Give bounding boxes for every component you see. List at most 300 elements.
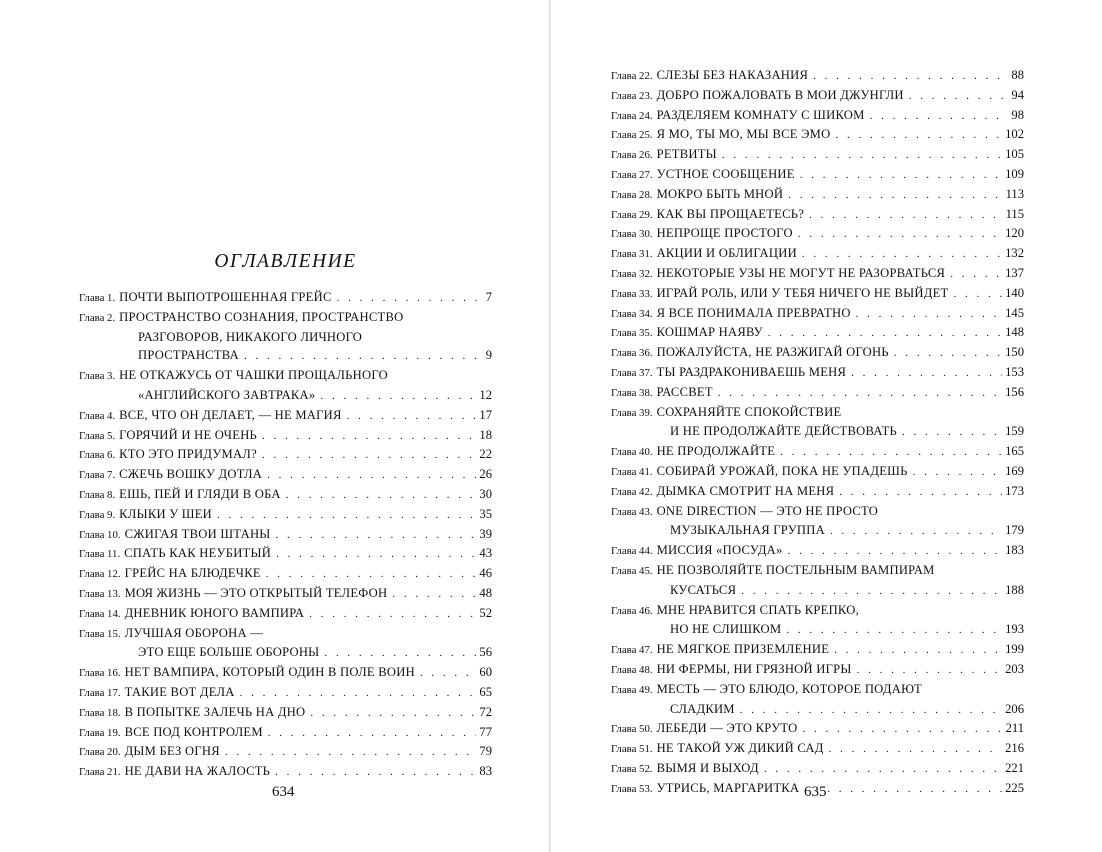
toc-entry: [611, 442, 1024, 462]
chapter-title: НЕ ПОЗВОЛЯЙТЕ ПОСТЕЛЬНЫМ ВАМПИРАМ: [656, 562, 935, 577]
chapter-page-number: 77: [479, 724, 492, 739]
toc-entry: [79, 742, 492, 762]
toc-entry: [611, 680, 1024, 720]
toc-entry-line: [611, 66, 1024, 86]
toc-entry: [79, 426, 492, 446]
chapter-label: Глава 12.: [79, 568, 121, 581]
chapter-label: Глава 45.: [611, 564, 653, 577]
chapter-title: И НЕ ПРОДОЛЖАЙТЕ ДЕЙСТВОВАТЬ: [670, 424, 897, 439]
toc-entry-line: [611, 581, 1024, 601]
chapter-page-number: 156: [1005, 384, 1024, 399]
toc-entry-line: [79, 426, 492, 446]
toc-entry-line: [611, 482, 1024, 502]
chapter-page-number: 60: [479, 665, 492, 680]
toc-entry: [611, 462, 1024, 482]
chapter-page-number: 140: [1005, 285, 1024, 300]
chapter-page-number: 83: [479, 764, 492, 779]
chapter-page-number: 102: [1005, 127, 1024, 142]
dot-leader: [324, 644, 476, 663]
toc-entry: [79, 406, 492, 426]
toc-entry: [611, 482, 1024, 502]
toc-entry-line: [79, 485, 492, 505]
toc-entry: [611, 86, 1024, 106]
dot-leader: [802, 245, 1002, 264]
toc-entry: [611, 264, 1024, 284]
toc-entry: [79, 366, 492, 406]
chapter-label: Глава 44.: [611, 545, 653, 558]
toc-entry-line: [79, 328, 492, 347]
chapter-title: СЖЕЧЬ ВОШКУ ДОТЛА: [119, 467, 263, 482]
toc-entry-line: [79, 505, 492, 525]
chapter-title: ЕШЬ, ПЕЙ И ГЛЯДИ В ОБА: [119, 486, 281, 501]
toc-entry: [79, 683, 492, 703]
chapter-page-number: 115: [1005, 206, 1024, 221]
dot-leader: [788, 186, 1002, 205]
chapter-page-number: 120: [1005, 226, 1024, 241]
chapter-title: КТО ЭТО ПРИДУМАЛ?: [119, 447, 257, 462]
toc-entry-line: [79, 346, 492, 366]
toc-entry-line: [79, 465, 492, 485]
toc-entry-line: [79, 584, 492, 604]
book-gutter: [549, 0, 551, 852]
dot-leader: [276, 545, 476, 564]
toc-entry-line: [79, 723, 492, 743]
chapter-title: НЕ ДАВИ НА ЖАЛОСТЬ: [124, 764, 271, 779]
toc-entry-line: [611, 601, 1024, 621]
chapter-title: СОБИРАЙ УРОЖАЙ, ПОКА НЕ УПАДЕШЬ: [656, 463, 908, 478]
chapter-page-number: 211: [1005, 721, 1024, 736]
chapter-label: Глава 16.: [79, 667, 121, 680]
chapter-label: Глава 36.: [611, 347, 653, 360]
dot-leader: [240, 684, 477, 703]
dot-leader: [909, 87, 1009, 106]
dot-leader: [268, 724, 477, 743]
chapter-label: Глава 2.: [79, 311, 116, 324]
toc-entry: [611, 719, 1024, 739]
toc-entry-line: [79, 366, 492, 386]
toc-entry: [611, 383, 1024, 403]
toc-entry-line: [79, 406, 492, 426]
chapter-title: ONE DIRECTION — ЭТО НЕ ПРОСТО: [656, 503, 879, 518]
toc-entry: [611, 502, 1024, 542]
chapter-title: РАССВЕТ: [656, 384, 713, 399]
chapter-label: Глава 37.: [611, 366, 653, 379]
chapter-page-number: 52: [479, 605, 492, 620]
chapter-page-number: 56: [479, 645, 492, 660]
chapter-label: Глава 46.: [611, 604, 653, 617]
dot-leader: [780, 443, 1002, 462]
toc-entry-line: [611, 86, 1024, 106]
chapter-label: Глава 10.: [79, 528, 121, 541]
dot-leader: [768, 324, 1002, 343]
chapter-page-number: 188: [1005, 582, 1024, 597]
dot-leader: [262, 427, 476, 446]
toc-entry: [79, 663, 492, 683]
dot-leader: [266, 565, 477, 584]
chapter-page-number: 206: [1005, 701, 1024, 716]
chapter-label: Глава 20.: [79, 746, 121, 759]
chapter-label: Глава 22.: [611, 70, 653, 82]
dot-leader: [800, 166, 1002, 185]
toc-entry-line: [611, 363, 1024, 383]
dot-leader: [718, 384, 1002, 403]
toc-entry: [79, 288, 492, 308]
chapter-label: Глава 39.: [611, 406, 653, 419]
chapter-title: ГОРЯЧИЙ И НЕ ОЧЕНЬ: [119, 427, 258, 442]
toc-entry: [611, 145, 1024, 165]
toc-entry: [79, 445, 492, 465]
toc-entry-line: [79, 742, 492, 762]
toc-entry: [611, 165, 1024, 185]
dot-leader: [309, 605, 476, 624]
chapter-page-number: 48: [479, 585, 492, 600]
dot-leader: [839, 483, 1002, 502]
dot-leader: [722, 146, 1002, 165]
chapter-label: Глава 49.: [611, 683, 653, 696]
dot-leader: [267, 466, 476, 485]
dot-leader: [834, 641, 1002, 660]
chapter-page-number: 221: [1005, 760, 1024, 775]
dot-leader: [913, 463, 1003, 482]
chapter-title: ПРОСТРАНСТВА: [138, 348, 239, 363]
chapter-title: УТРИСЬ, МАРГАРИТКА: [656, 780, 800, 795]
toc-entry-line: [79, 544, 492, 564]
chapter-title: РЕТВИТЫ: [656, 147, 717, 162]
chapter-page-number: 79: [479, 744, 492, 759]
dot-leader: [856, 305, 1002, 324]
chapter-label: Глава 38.: [611, 386, 653, 399]
toc-entry: [79, 723, 492, 743]
toc-entry: [611, 739, 1024, 759]
dot-leader: [320, 387, 476, 406]
dot-leader: [262, 446, 476, 465]
toc-entry: [611, 363, 1024, 383]
chapter-title: СОХРАНЯЙТЕ СПОКОЙСТВИЕ: [656, 404, 842, 419]
toc-entry: [79, 584, 492, 604]
chapter-label: Глава 9.: [79, 508, 116, 521]
chapter-page-number: 148: [1005, 325, 1024, 340]
chapter-page-number: 179: [1005, 523, 1024, 538]
chapter-label: Глава 5.: [79, 429, 116, 442]
chapter-label: Глава 29.: [611, 208, 653, 221]
chapter-label: Глава 30.: [611, 228, 653, 241]
toc-entry: [79, 505, 492, 525]
toc-entry-line: [79, 525, 492, 545]
toc-entry-line: [611, 125, 1024, 145]
chapter-label: Глава 42.: [611, 485, 653, 498]
dot-leader: [902, 423, 1002, 442]
chapter-page-number: 17: [479, 407, 492, 422]
toc-entry-line: [611, 205, 1024, 225]
dot-leader: [835, 126, 1002, 145]
dot-leader: [337, 289, 483, 308]
chapter-label: Глава 48.: [611, 663, 653, 676]
toc-entry: [79, 564, 492, 584]
toc-entry-line: [611, 640, 1024, 660]
chapter-page-number: 165: [1005, 444, 1024, 459]
chapter-title: «АНГЛИЙСКОГО ЗАВТРАКА»: [138, 387, 316, 402]
chapter-title: ВСЕ, ЧТО ОН ДЕЛАЕТ, — НЕ МАГИЯ: [119, 407, 342, 422]
toc-entry: [79, 604, 492, 624]
dot-leader: [741, 582, 1002, 601]
toc-entry-line: [611, 739, 1024, 759]
chapter-label: Глава 19.: [79, 726, 121, 739]
chapter-page-number: 225: [1005, 780, 1024, 795]
chapter-title: СЛАДКИМ: [670, 701, 735, 716]
chapter-label: Глава 26.: [611, 149, 653, 162]
chapter-title: МНЕ НРАВИТСЯ СПАТЬ КРЕПКО,: [656, 602, 859, 617]
chapter-title: СПАТЬ КАК НЕУБИТЫЙ: [124, 546, 272, 561]
chapter-page-number: 159: [1005, 424, 1024, 439]
chapter-title: МИССИЯ «ПОСУДА»: [656, 543, 783, 558]
toc-entry: [611, 244, 1024, 264]
toc-entry-line: [79, 683, 492, 703]
chapter-label: Глава 33.: [611, 287, 653, 300]
toc-entry-line: [611, 383, 1024, 403]
chapter-title: ВЫМЯ И ВЫХОД: [656, 760, 759, 775]
chapter-title: ДОБРО ПОЖАЛОВАТЬ В МОИ ДЖУНГЛИ: [656, 87, 904, 102]
toc-entry: [611, 284, 1024, 304]
chapter-title: МОКРО БЫТЬ МНОЙ: [656, 186, 784, 201]
chapter-page-number: 12: [479, 387, 492, 402]
chapter-label: Глава 43.: [611, 505, 653, 518]
chapter-page-number: 145: [1005, 305, 1024, 320]
toc-entry-line: [79, 564, 492, 584]
chapter-page-number: 105: [1005, 147, 1024, 162]
chapter-title: ПРОСТРАНСТВО СОЗНАНИЯ, ПРОСТРАНСТВО: [119, 309, 404, 324]
dot-leader: [830, 522, 1002, 541]
chapter-page-number: 193: [1005, 622, 1024, 637]
dot-leader: [798, 225, 1002, 244]
chapter-page-number: 98: [1011, 107, 1024, 122]
chapter-title: НЕ ТАКОЙ УЖ ДИКИЙ САД: [656, 741, 824, 756]
chapter-label: Глава 40.: [611, 446, 653, 459]
dot-leader: [225, 743, 477, 762]
toc-entry: [611, 205, 1024, 225]
chapter-title: РАЗГОВОРОВ, НИКАКОГО ЛИЧНОГО: [138, 329, 363, 344]
chapter-label: Глава 51.: [611, 743, 653, 756]
chapter-label: Глава 18.: [79, 706, 121, 719]
chapter-title: НЕПРОЩЕ ПРОСТОГО: [656, 226, 793, 241]
chapter-title: ВСЕ ПОД КОНТРОЛЕМ: [124, 724, 263, 739]
chapter-page-number: 137: [1005, 265, 1024, 280]
toc-entry-line: [79, 663, 492, 683]
dot-leader: [788, 542, 1003, 561]
toc-entry: [611, 660, 1024, 680]
chapter-title: НО НЕ СЛИШКОМ: [670, 622, 782, 637]
toc-entry: [79, 485, 492, 505]
chapter-label: Глава 1.: [79, 292, 116, 304]
chapter-page-number: 72: [479, 704, 492, 719]
toc-entry-line: [611, 541, 1024, 561]
chapter-page-number: 26: [479, 467, 492, 482]
chapter-title: МЕСТЬ — ЭТО БЛЮДО, КОТОРОЕ ПОДАЮТ: [656, 681, 922, 696]
chapter-label: Глава 28.: [611, 188, 653, 201]
dot-leader: [786, 621, 1002, 640]
toc-entry: [611, 323, 1024, 343]
dot-leader: [275, 763, 476, 782]
toc-entry-line: [611, 244, 1024, 264]
chapter-title: ТЫ РАЗДРАКОНИВАЕШЬ МЕНЯ: [656, 364, 847, 379]
toc-entry-line: [79, 386, 492, 406]
toc-entry: [611, 185, 1024, 205]
dot-leader: [803, 720, 1003, 739]
chapter-label: Глава 35.: [611, 327, 653, 340]
chapter-label: Глава 31.: [611, 248, 653, 261]
chapter-label: Глава 23.: [611, 89, 653, 102]
chapter-title: УСТНОЕ СООБЩЕНИЕ: [656, 166, 795, 181]
toc-entry-line: [611, 403, 1024, 423]
chapter-title: ТАКИЕ ВОТ ДЕЛА: [124, 684, 235, 699]
toc-entry-line: [611, 165, 1024, 185]
chapter-title: В ПОПЫТКЕ ЗАЛЕЧЬ НА ДНО: [124, 704, 306, 719]
chapter-label: Глава 21.: [79, 766, 121, 779]
dot-leader: [276, 526, 477, 545]
dot-leader: [804, 780, 1002, 799]
chapter-page-number: 153: [1005, 364, 1024, 379]
page-number-right: 635: [804, 784, 827, 800]
toc-entry: [611, 343, 1024, 363]
chapter-page-number: 203: [1005, 661, 1024, 676]
toc-entry-line: [611, 719, 1024, 739]
toc-entry: [611, 66, 1024, 86]
toc-entry: [611, 125, 1024, 145]
chapter-page-number: 22: [479, 447, 492, 462]
toc-entry: [79, 762, 492, 782]
toc-entry: [611, 601, 1024, 641]
chapter-title: ДНЕВНИК ЮНОГО ВАМПИРА: [124, 605, 305, 620]
chapter-page-number: 109: [1005, 166, 1024, 181]
toc-entry: [79, 544, 492, 564]
chapter-title: КУСАТЬСЯ: [670, 582, 737, 597]
dot-leader: [392, 585, 476, 604]
chapter-label: Глава 7.: [79, 469, 116, 482]
toc-entry-line: [611, 502, 1024, 522]
toc-entry: [79, 465, 492, 485]
toc-entry-line: [611, 224, 1024, 244]
chapter-label: Глава 11.: [79, 548, 121, 561]
chapter-label: Глава 6.: [79, 449, 116, 462]
toc-entry-line: [611, 521, 1024, 541]
toc-entry-line: [611, 284, 1024, 304]
dot-leader: [894, 344, 1002, 363]
toc-entry-line: [79, 762, 492, 782]
chapter-page-number: 35: [479, 506, 492, 521]
chapter-title: ПОЖАЛУЙСТА, НЕ РАЗЖИГАЙ ОГОНЬ: [656, 345, 889, 360]
chapter-title: АКЦИИ И ОБЛИГАЦИИ: [656, 246, 797, 261]
chapter-title: ЛУЧШАЯ ОБОРОНА —: [124, 625, 264, 640]
toc-entry-line: [611, 462, 1024, 482]
chapter-page-number: 65: [479, 684, 492, 699]
dot-leader: [764, 760, 1002, 779]
chapter-title: КАК ВЫ ПРОЩАЕТЕСЬ?: [656, 206, 805, 221]
chapter-title: НИ ФЕРМЫ, НИ ГРЯЗНОЙ ИГРЫ: [656, 661, 852, 676]
toc-entry: [611, 541, 1024, 561]
chapter-page-number: 46: [479, 566, 492, 581]
dot-leader: [813, 67, 1008, 86]
toc-right-list: [611, 66, 1024, 798]
toc-entry-line: [79, 703, 492, 723]
toc-entry-line: [611, 620, 1024, 640]
toc-entry-line: [79, 643, 492, 663]
chapter-title: ДЫМ БЕЗ ОГНЯ: [124, 744, 220, 759]
chapter-title: МУЗЫКАЛЬНАЯ ГРУППА: [670, 523, 825, 538]
chapter-page-number: 39: [479, 526, 492, 541]
dot-leader: [829, 740, 1003, 759]
chapter-label: Глава 4.: [79, 409, 116, 422]
chapter-page-number: 216: [1005, 741, 1024, 756]
dot-leader: [857, 661, 1003, 680]
toc-entry: [79, 703, 492, 723]
toc-entry-line: [611, 323, 1024, 343]
chapter-label: Глава 47.: [611, 644, 653, 657]
chapter-title: ЭТО ЕЩЕ БОЛЬШЕ ОБОРОНЫ: [138, 645, 320, 660]
dot-leader: [217, 506, 476, 525]
chapter-label: Глава 34.: [611, 307, 653, 320]
chapter-title: ЛЕБЕДИ — ЭТО КРУТО: [656, 721, 798, 736]
toc-entry: [611, 640, 1024, 660]
chapter-title: НЕТ ВАМПИРА, КОТОРЫЙ ОДИН В ПОЛЕ ВОИН: [124, 665, 415, 680]
toc-entry-line: [611, 304, 1024, 324]
dot-leader: [809, 206, 1002, 225]
toc-entry-line: [611, 442, 1024, 462]
toc-entry-line: [611, 145, 1024, 165]
chapter-label: Глава 53.: [611, 782, 653, 795]
toc-entry: [611, 403, 1024, 443]
toc-title: ОГЛАВЛЕНИЕ: [214, 251, 357, 272]
toc-entry-line: [611, 264, 1024, 284]
chapter-label: Глава 8.: [79, 488, 116, 501]
chapter-title: РАЗДЕЛЯЕМ КОМНАТУ С ШИКОМ: [656, 107, 865, 122]
toc-entry: [611, 224, 1024, 244]
chapter-label: Глава 15.: [79, 627, 121, 640]
chapter-page-number: 169: [1005, 463, 1024, 478]
chapter-title: КЛЫКИ У ШЕИ: [119, 506, 213, 521]
chapter-title: НЕ ОТКАЖУСЬ ОТ ЧАШКИ ПРОЩАЛЬНОГО: [119, 368, 388, 383]
toc-entry-line: [79, 604, 492, 624]
chapter-title: ДЫМКА СМОТРИТ НА МЕНЯ: [656, 483, 835, 498]
chapter-page-number: 7: [485, 290, 492, 304]
chapter-label: Глава 17.: [79, 686, 121, 699]
toc-entry: [79, 624, 492, 664]
chapter-title: ИГРАЙ РОЛЬ, ИЛИ У ТЕБЯ НИЧЕГО НЕ ВЫЙДЕТ: [656, 285, 949, 300]
chapter-title: КОШМАР НАЯВУ: [656, 325, 763, 340]
chapter-page-number: 199: [1005, 642, 1024, 657]
dot-leader: [953, 285, 1002, 304]
toc-entry: [611, 561, 1024, 601]
toc-entry-line: [79, 624, 492, 644]
toc-entry-line: [611, 660, 1024, 680]
toc-entry: [611, 759, 1024, 779]
dot-leader: [286, 486, 477, 505]
toc-entry-line: [611, 700, 1024, 720]
toc-entry-line: [611, 106, 1024, 126]
toc-entry-line: [79, 308, 492, 328]
toc-entry-line: [611, 185, 1024, 205]
chapter-label: Глава 3.: [79, 370, 116, 383]
dot-leader: [244, 347, 483, 366]
chapter-label: Глава 27.: [611, 168, 653, 181]
chapter-page-number: 88: [1011, 68, 1024, 82]
chapter-label: Глава 24.: [611, 109, 653, 122]
page-number-left: 634: [272, 784, 295, 800]
dot-leader: [420, 664, 476, 683]
dot-leader: [851, 364, 1002, 383]
toc-entry-line: [611, 422, 1024, 442]
chapter-title: СЛЕЗЫ БЕЗ НАКАЗАНИЯ: [656, 68, 809, 82]
chapter-page-number: 9: [485, 348, 492, 363]
dot-leader: [950, 265, 1002, 284]
